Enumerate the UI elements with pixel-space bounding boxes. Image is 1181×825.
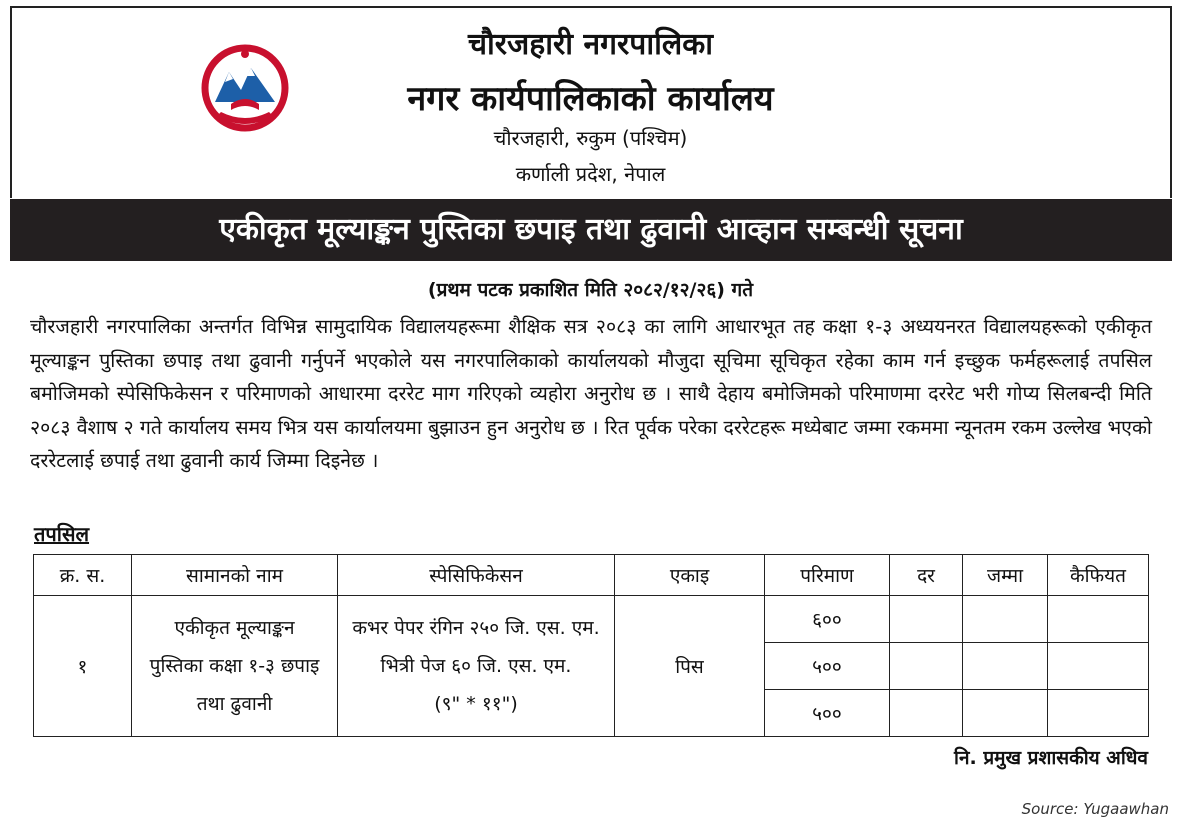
signatory-title: नि. प्रमुख प्रशासकीय अधिव — [954, 747, 1148, 769]
cell-total-3 — [963, 690, 1048, 737]
item-line-2: पुस्तिका कक्षा १-३ छपाइ — [149, 655, 320, 677]
col-header-total: जम्मा — [963, 555, 1048, 596]
source-credit: Source: Yugaawhan — [1021, 800, 1169, 818]
cell-rate-2 — [890, 643, 963, 690]
col-header-unit: एकाइ — [615, 555, 765, 596]
office-name: नगर कार्यपालिकाको कार्यालय — [407, 79, 774, 119]
cell-quantity-3: ५०० — [765, 690, 890, 737]
col-header-remarks: कैफियत — [1048, 555, 1149, 596]
spec-line-1: कभर पेपर रंगिन २५० जि. एस. एम. — [352, 617, 600, 639]
notice-body: चौरजहारी नगरपालिका अन्तर्गत विभिन्न सामुदायिक विद्यालयहरूमा शैक्षिक सत्र २०८३ का लागि आधारभूत तह कक्षा १-३ अध्ययनरत विद्यालयहरूको एकीकृत मूल्याङ्कन पुस्तिका छपाइ तथा ढुवानी गर्नुपर्ने भएकोले यस नगरपालिकाको कार्यालयको मौजुदा सूचिमा सूचिकृत रहेका काम गर्न इच्छुक फर्महरूलाई तपसिल बमोजिमको स्पेसिफिकेसन र परिमाणको आधारमा दररेट माग गरिएको व्यहोरा अनुरोध छ । साथै देहाय बमोजिमको परिमाणमा दररेट भरी गोप्य सिलबन्दी मिति २०८३ वैशाष २ गते कार्यालय समय भित्र यस कार्यालयमा बुझाउन हुन अनुरोध छ । रित पूर्वक परेका दररेटहरू मध्येबाट जम्मा रकममा न्यूनतम रकम उल्लेख भएको दररेटलाई छपाई तथा ढुवानी कार्य जिम्मा दिइनेछ । — [30, 315, 1152, 472]
cell-remarks-2 — [1048, 643, 1149, 690]
specification-table — [33, 554, 1149, 737]
table-header-row — [34, 555, 1149, 596]
cell-item — [132, 596, 338, 737]
spec-line-3: (९" * ११") — [434, 693, 518, 715]
col-header-spec: स्पेसिफिकेसन — [338, 555, 615, 596]
col-header-sn: क्र. स. — [34, 555, 132, 596]
cell-spec — [338, 596, 615, 737]
cell-quantity-2: ५०० — [765, 643, 890, 690]
cell-total-1 — [963, 596, 1048, 643]
table-row — [34, 596, 1149, 643]
col-header-item: सामानको नाम — [132, 555, 338, 596]
cell-total-2 — [963, 643, 1048, 690]
notice-title: एकीकृत मूल्याङ्कन पुस्तिका छपाइ तथा ढुवानी आव्हान सम्बन्धी सूचना — [10, 199, 1172, 261]
item-line-3: तथा ढुवानी — [196, 693, 273, 715]
cell-rate-3 — [890, 690, 963, 737]
address-line-2: कर्णाली प्रदेश, नेपाल — [515, 162, 666, 186]
cell-quantity-1: ६०० — [765, 596, 890, 643]
cell-rate-1 — [890, 596, 963, 643]
cell-remarks-1 — [1048, 596, 1149, 643]
publication-date: (प्रथम पटक प्रकाशित मिति २०८२/१२/२६) गते — [427, 279, 754, 301]
item-line-1: एकीकृत मूल्याङ्कन — [174, 617, 295, 639]
municipality-name: चौरजहारी नगरपालिका — [467, 27, 714, 62]
col-header-quantity: परिमाण — [765, 555, 890, 596]
cell-remarks-3 — [1048, 690, 1149, 737]
schedule-label: तपसिल — [34, 522, 90, 546]
address-line-1: चौरजहारी, रुकुम (पश्चिम) — [493, 126, 688, 150]
col-header-rate: दर — [890, 555, 963, 596]
spec-line-2: भित्री पेज ६० जि. एस. एम. — [380, 655, 572, 677]
cell-unit: पिस — [615, 596, 765, 737]
cell-sn: १ — [34, 596, 132, 737]
